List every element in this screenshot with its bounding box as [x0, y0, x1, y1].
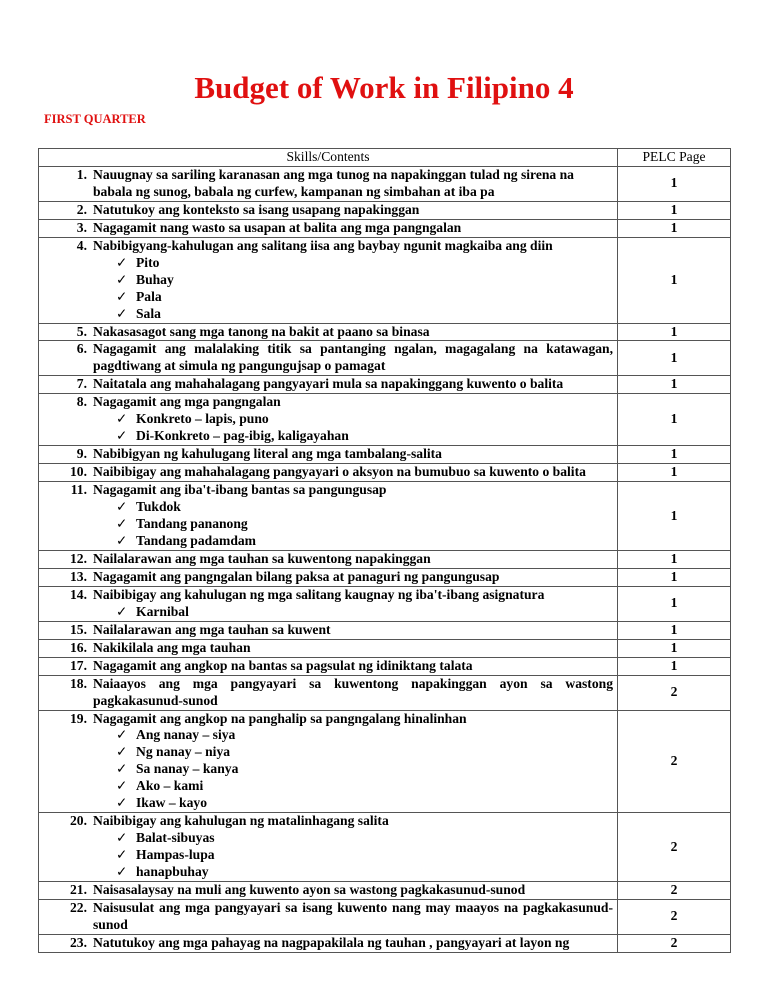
skill-text: Naisasalaysay na muli ang kuwento ayon sa wastong pagkakasunud-sunod: [93, 882, 526, 898]
skill-text: Naiaayos ang mga pangyayari sa kuwentong napakinggan ayon sa wastong pagkakasunud-sunod: [93, 675, 613, 708]
skill-cell: [39, 341, 618, 376]
header-pelc-page: PELC Page: [618, 149, 731, 167]
sub-item: [43, 428, 613, 445]
sub-item: [43, 289, 613, 306]
skill-text: Natutukoy ang konteksto sa isang usapang napakinggan: [93, 201, 420, 217]
skill-cell: [39, 323, 618, 341]
table-row: [39, 394, 731, 446]
skill-text: Nabibigyang-kahulugan ang salitang iisa ang baybay ngunit magkaiba ang diin: [93, 237, 553, 253]
skill-number: 5.: [76, 323, 87, 339]
skill-number: 21.: [70, 882, 87, 898]
skill-number: 6.: [76, 341, 87, 357]
sub-item: [43, 744, 613, 761]
skill-item: [43, 882, 613, 899]
skill-cell: [39, 586, 618, 621]
skill-text: Nakasasagot sang mga tanong na bakit at paano sa binasa: [93, 323, 430, 339]
sub-item: [43, 516, 613, 533]
check-icon: ✓: [116, 727, 128, 743]
table-row: [39, 882, 731, 900]
sub-item: [43, 727, 613, 744]
sub-item-text: Tandang padamdam: [136, 532, 257, 548]
skill-number: 8.: [76, 394, 87, 410]
skill-number: 2.: [76, 201, 87, 217]
table-row: [39, 446, 731, 464]
skill-cell: [39, 621, 618, 639]
skill-cell: [39, 201, 618, 219]
skill-number: 1.: [76, 166, 87, 182]
skill-item: [43, 341, 613, 375]
check-icon: ✓: [116, 864, 128, 880]
check-icon: ✓: [116, 830, 128, 846]
pelc-page-cell: 1: [618, 166, 731, 201]
skill-item: [43, 238, 613, 255]
pelc-page-cell: 2: [618, 675, 731, 710]
sub-item: [43, 499, 613, 516]
check-icon: ✓: [116, 411, 128, 427]
skill-text: Naibibigay ang mahahalagang pangyayari o aksyon na bumubuo sa kuwento o balita: [93, 464, 586, 480]
skill-number: 20.: [70, 813, 87, 829]
skill-item: [43, 658, 613, 675]
sub-item-text: Karnibal: [136, 603, 189, 619]
check-icon: ✓: [116, 254, 128, 270]
skill-text: Nagagamit ang mga pangngalan: [93, 394, 281, 410]
skill-item: [43, 464, 613, 481]
skill-number: 12.: [70, 550, 87, 566]
pelc-page-cell: 1: [618, 482, 731, 551]
skill-item: [43, 324, 613, 341]
skill-text: Nagagamit ang angkop na panghalip sa pangngalang hinalinhan: [93, 710, 467, 726]
skill-text: Nauugnay sa sariling karanasan ang mga tunog na napakinggan tulad ng sirena na babala ng sunog, babala ng curfew, kampanan ng simbahan at iba pa: [93, 166, 574, 199]
skill-cell: [39, 482, 618, 551]
table-row: [39, 657, 731, 675]
sub-item: [43, 830, 613, 847]
skill-item: [43, 220, 613, 237]
sub-item-text: Ako – kami: [136, 778, 204, 794]
table-row: [39, 550, 731, 568]
skill-number: 3.: [76, 219, 87, 235]
table-row: [39, 341, 731, 376]
pelc-page-cell: 1: [618, 323, 731, 341]
skill-item: [43, 935, 613, 952]
skill-cell: [39, 464, 618, 482]
skill-text: Nailalarawan ang mga tauhan sa kuwent: [93, 621, 331, 637]
sub-item-text: Tukdok: [136, 499, 181, 515]
skill-item: [43, 394, 613, 411]
sub-item-text: Tandang pananong: [136, 516, 248, 532]
skill-number: 16.: [70, 639, 87, 655]
skill-text: Nagagamit ang pangngalan bilang paksa at panaguri ng pangungusap: [93, 568, 500, 584]
sub-item-text: hanapbuhay: [136, 864, 209, 880]
pelc-page-cell: 1: [618, 341, 731, 376]
sub-item: [43, 604, 613, 621]
skill-item: [43, 587, 613, 604]
pelc-page-cell: 1: [618, 201, 731, 219]
table-row: [39, 323, 731, 341]
skill-number: 18.: [70, 675, 87, 691]
sub-item-text: Sala: [136, 305, 161, 321]
check-icon: ✓: [116, 603, 128, 619]
sub-item: [43, 255, 613, 272]
skill-item: [43, 167, 613, 201]
sub-item-text: Ang nanay – siya: [136, 727, 236, 743]
pelc-page-cell: 1: [618, 219, 731, 237]
skill-text: Naibibigay ang kahulugan ng mga salitang kaugnay ng iba't-ibang asignatura: [93, 586, 545, 602]
check-icon: ✓: [116, 428, 128, 444]
skill-text: Natutukoy ang mga pahayag na nagpapakilala ng tauhan , pangyayari at layon ng: [93, 934, 570, 950]
skill-cell: [39, 639, 618, 657]
skill-cell: [39, 446, 618, 464]
skill-item: [43, 376, 613, 393]
sub-item: [43, 778, 613, 795]
sub-item-text: Balat-sibuyas: [136, 830, 215, 846]
skill-number: 15.: [70, 621, 87, 637]
pelc-page-cell: 1: [618, 657, 731, 675]
check-icon: ✓: [116, 795, 128, 811]
skill-number: 11.: [70, 482, 87, 498]
budget-table: [38, 148, 731, 953]
skill-item: [43, 900, 613, 934]
pelc-page-cell: 1: [618, 550, 731, 568]
skill-item: [43, 622, 613, 639]
skill-item: [43, 482, 613, 499]
skill-cell: [39, 813, 618, 882]
pelc-page-cell: 1: [618, 394, 731, 446]
check-icon: ✓: [116, 499, 128, 515]
table-row: [39, 621, 731, 639]
sub-item: [43, 761, 613, 778]
check-icon: ✓: [116, 288, 128, 304]
skill-text: Nabibigyan ng kahulugang literal ang mga tambalang-salita: [93, 446, 442, 462]
table-row: [39, 219, 731, 237]
check-icon: ✓: [116, 744, 128, 760]
table-row: [39, 813, 731, 882]
table-row: [39, 710, 731, 813]
skill-item: [43, 202, 613, 219]
skill-cell: [39, 568, 618, 586]
skill-item: [43, 711, 613, 728]
table-row: [39, 934, 731, 952]
table-row: [39, 675, 731, 710]
table-row: [39, 166, 731, 201]
skill-number: 23.: [70, 934, 87, 950]
skill-number: 17.: [70, 657, 87, 673]
sub-item-text: Hampas-lupa: [136, 847, 215, 863]
skill-cell: [39, 934, 618, 952]
skill-number: 10.: [70, 464, 87, 480]
pelc-page-cell: 2: [618, 934, 731, 952]
sub-item: [43, 847, 613, 864]
table-row: [39, 201, 731, 219]
check-icon: ✓: [116, 778, 128, 794]
pelc-page-cell: 2: [618, 882, 731, 900]
skill-number: 7.: [76, 376, 87, 392]
pelc-page-cell: 2: [618, 710, 731, 813]
skill-cell: [39, 899, 618, 934]
skill-number: 22.: [70, 899, 87, 915]
skill-number: 9.: [76, 446, 87, 462]
skill-number: 14.: [70, 586, 87, 602]
skill-item: [43, 569, 613, 586]
sub-item: [43, 864, 613, 881]
table-row: [39, 639, 731, 657]
sub-item: [43, 411, 613, 428]
sub-item-text: Pito: [136, 254, 160, 270]
skill-number: 13.: [70, 568, 87, 584]
header-skills: Skills/Contents: [39, 149, 618, 167]
skill-item: [43, 446, 613, 463]
skill-cell: [39, 237, 618, 323]
table-row: [39, 586, 731, 621]
sub-item: [43, 795, 613, 812]
pelc-page-cell: 1: [618, 639, 731, 657]
skill-text: Naibibigay ang kahulugan ng matalinhagang salita: [93, 813, 389, 829]
table-header-row: [39, 149, 731, 167]
document-title: Budget of Work in Filipino 4: [194, 70, 574, 105]
sub-item: [43, 272, 613, 289]
sub-item-text: Pala: [136, 288, 162, 304]
sub-item-text: Ng nanay – niya: [136, 744, 231, 760]
pelc-page-cell: 1: [618, 464, 731, 482]
skill-item: [43, 676, 613, 710]
pelc-page-cell: 1: [618, 446, 731, 464]
skill-text: Naitatala ang mahahalagang pangyayari mula sa napakinggang kuwento o balita: [93, 376, 564, 392]
table-row: [39, 899, 731, 934]
skill-cell: [39, 376, 618, 394]
skill-cell: [39, 710, 618, 813]
skill-item: [43, 551, 613, 568]
skill-number: 4.: [76, 237, 87, 253]
skill-text: Nakikilala ang mga tauhan: [93, 639, 251, 655]
table-row: [39, 237, 731, 323]
table-row: [39, 464, 731, 482]
skill-cell: [39, 657, 618, 675]
sub-item-text: Ikaw – kayo: [136, 795, 208, 811]
skill-cell: [39, 882, 618, 900]
sub-item-text: Di-Konkreto – pag-ibig, kaligayahan: [136, 428, 349, 444]
sub-item: [43, 306, 613, 323]
sub-item-text: Konkreto – lapis, puno: [136, 411, 269, 427]
sub-item-text: Buhay: [136, 271, 174, 287]
check-icon: ✓: [116, 761, 128, 777]
sub-item-text: Sa nanay – kanya: [136, 761, 239, 777]
pelc-page-cell: 2: [618, 813, 731, 882]
pelc-page-cell: 1: [618, 621, 731, 639]
check-icon: ✓: [116, 516, 128, 532]
table-row: [39, 376, 731, 394]
pelc-page-cell: 1: [618, 237, 731, 323]
skill-text: Nagagamit ang angkop na bantas sa pagsulat ng idiniktang talata: [93, 657, 473, 673]
skill-item: [43, 640, 613, 657]
skill-cell: [39, 675, 618, 710]
skill-text: Nagagamit ang malalaking titik sa pantanging ngalan, magagalang na katawagan, pagdtiwang at simula ng pangungujsap o pamagat: [93, 341, 613, 374]
table-row: [39, 482, 731, 551]
pelc-page-cell: 2: [618, 899, 731, 934]
table-row: [39, 568, 731, 586]
skill-text: Nailalarawan ang mga tauhan sa kuwentong napakinggan: [93, 550, 431, 566]
skill-cell: [39, 219, 618, 237]
check-icon: ✓: [116, 271, 128, 287]
check-icon: ✓: [116, 847, 128, 863]
skill-number: 19.: [70, 710, 87, 726]
pelc-page-cell: 1: [618, 568, 731, 586]
skill-cell: [39, 550, 618, 568]
skill-item: [43, 813, 613, 830]
skill-text: Naisusulat ang mga pangyayari sa isang kuwento nang may maayos na pagkakasunud-sunod: [93, 899, 613, 932]
skill-text: Nagagamit nang wasto sa usapan at balita ang mga pangngalan: [93, 219, 462, 235]
sub-item: [43, 533, 613, 550]
skill-text: Nagagamit ang iba't-ibang bantas sa pangungusap: [93, 482, 387, 498]
check-icon: ✓: [116, 305, 128, 321]
skill-cell: [39, 394, 618, 446]
quarter-heading: FIRST QUARTER: [44, 112, 146, 126]
pelc-page-cell: 1: [618, 586, 731, 621]
pelc-page-cell: 1: [618, 376, 731, 394]
skill-cell: [39, 166, 618, 201]
check-icon: ✓: [116, 532, 128, 548]
